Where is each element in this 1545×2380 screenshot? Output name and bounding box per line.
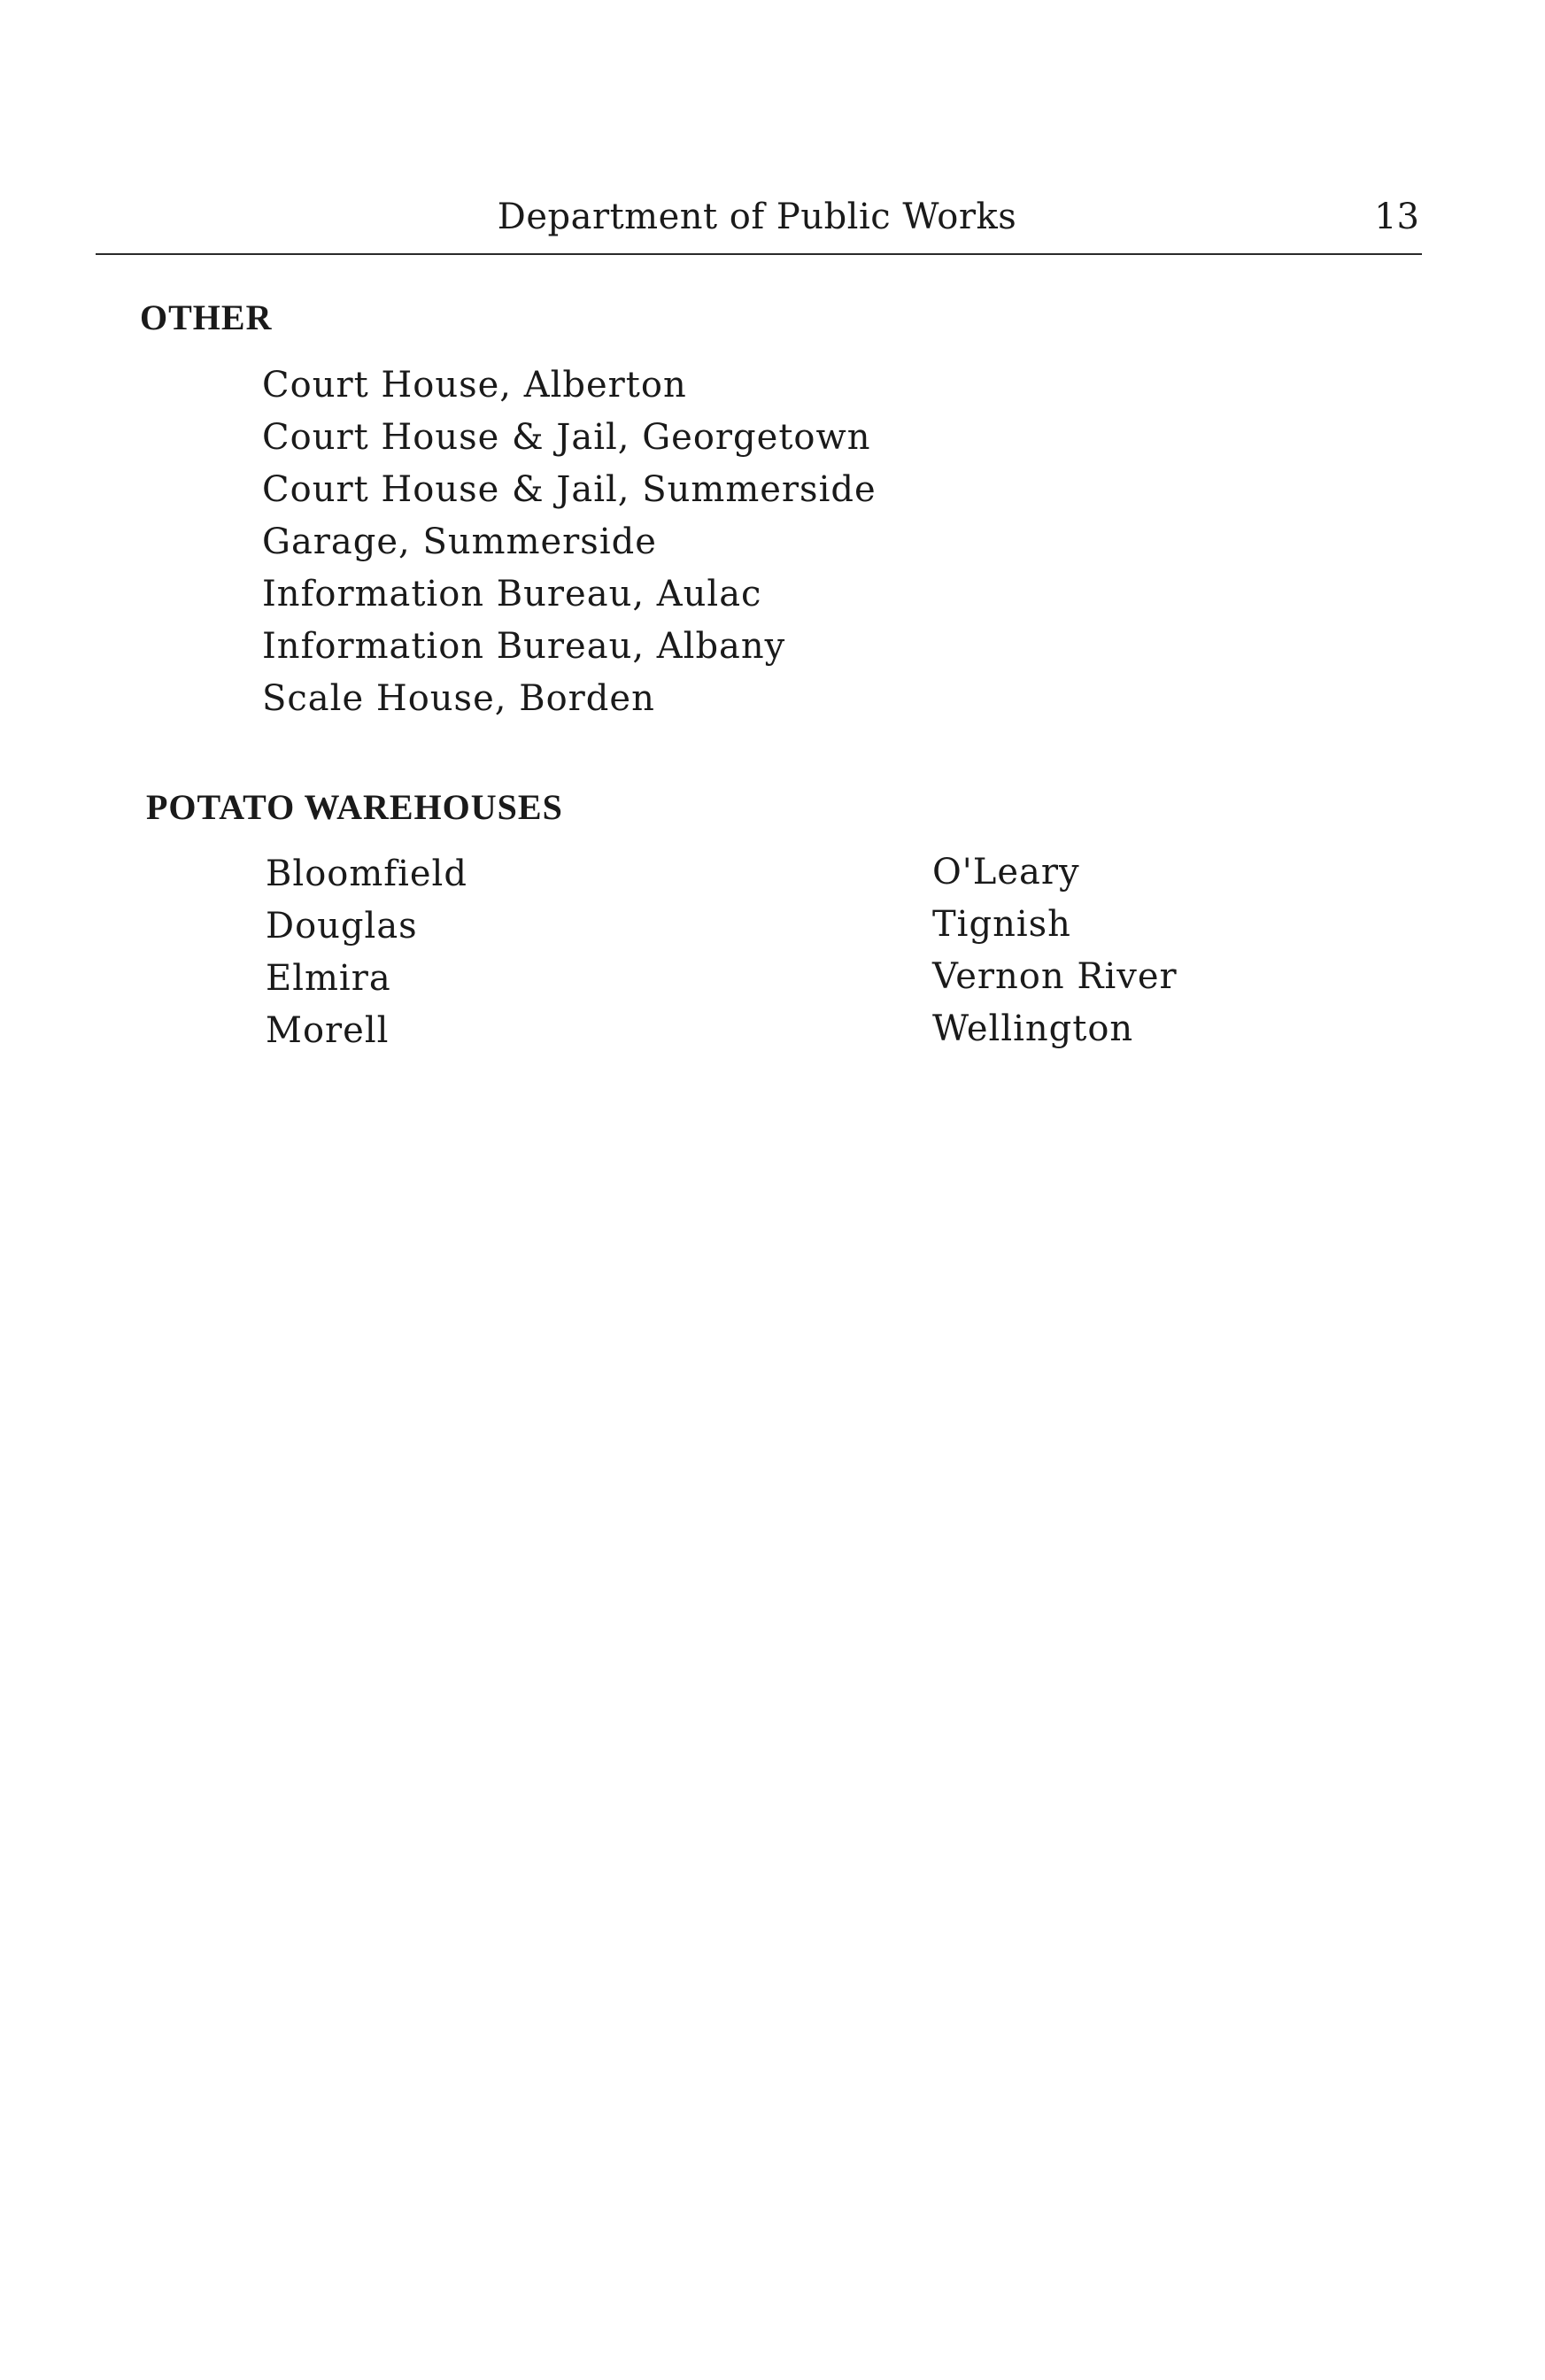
list-item: Information Bureau, Aulac bbox=[262, 574, 762, 614]
running-header bbox=[0, 197, 1545, 250]
list-item: Morell bbox=[266, 1010, 390, 1051]
list-item: Court House & Jail, Summerside bbox=[262, 469, 877, 510]
potato-warehouses-left-list bbox=[266, 848, 467, 1057]
list-item: Elmira bbox=[266, 958, 391, 999]
list-item: Garage, Summerside bbox=[262, 522, 657, 562]
list-item: Court House & Jail, Georgetown bbox=[262, 417, 871, 458]
header-rule bbox=[96, 253, 1422, 255]
section-heading-potato-warehouses: POTATO WAREHOUSES bbox=[146, 787, 563, 827]
other-list bbox=[262, 359, 877, 725]
list-item: Vernon River bbox=[932, 956, 1178, 997]
section-heading-other: OTHER bbox=[140, 298, 273, 337]
list-item: Information Bureau, Albany bbox=[262, 626, 786, 667]
list-item: Bloomfield bbox=[266, 854, 467, 894]
list-item: Douglas bbox=[266, 906, 418, 947]
potato-warehouses-right-list bbox=[932, 846, 1178, 1055]
header-title: Department of Public Works bbox=[497, 197, 1017, 237]
page-number: 13 bbox=[1374, 197, 1419, 237]
list-item: O'Leary bbox=[932, 852, 1080, 892]
list-item: Court House, Alberton bbox=[262, 365, 687, 406]
list-item: Scale House, Borden bbox=[262, 678, 655, 719]
list-item: Tignish bbox=[932, 904, 1071, 945]
list-item: Wellington bbox=[932, 1008, 1134, 1049]
